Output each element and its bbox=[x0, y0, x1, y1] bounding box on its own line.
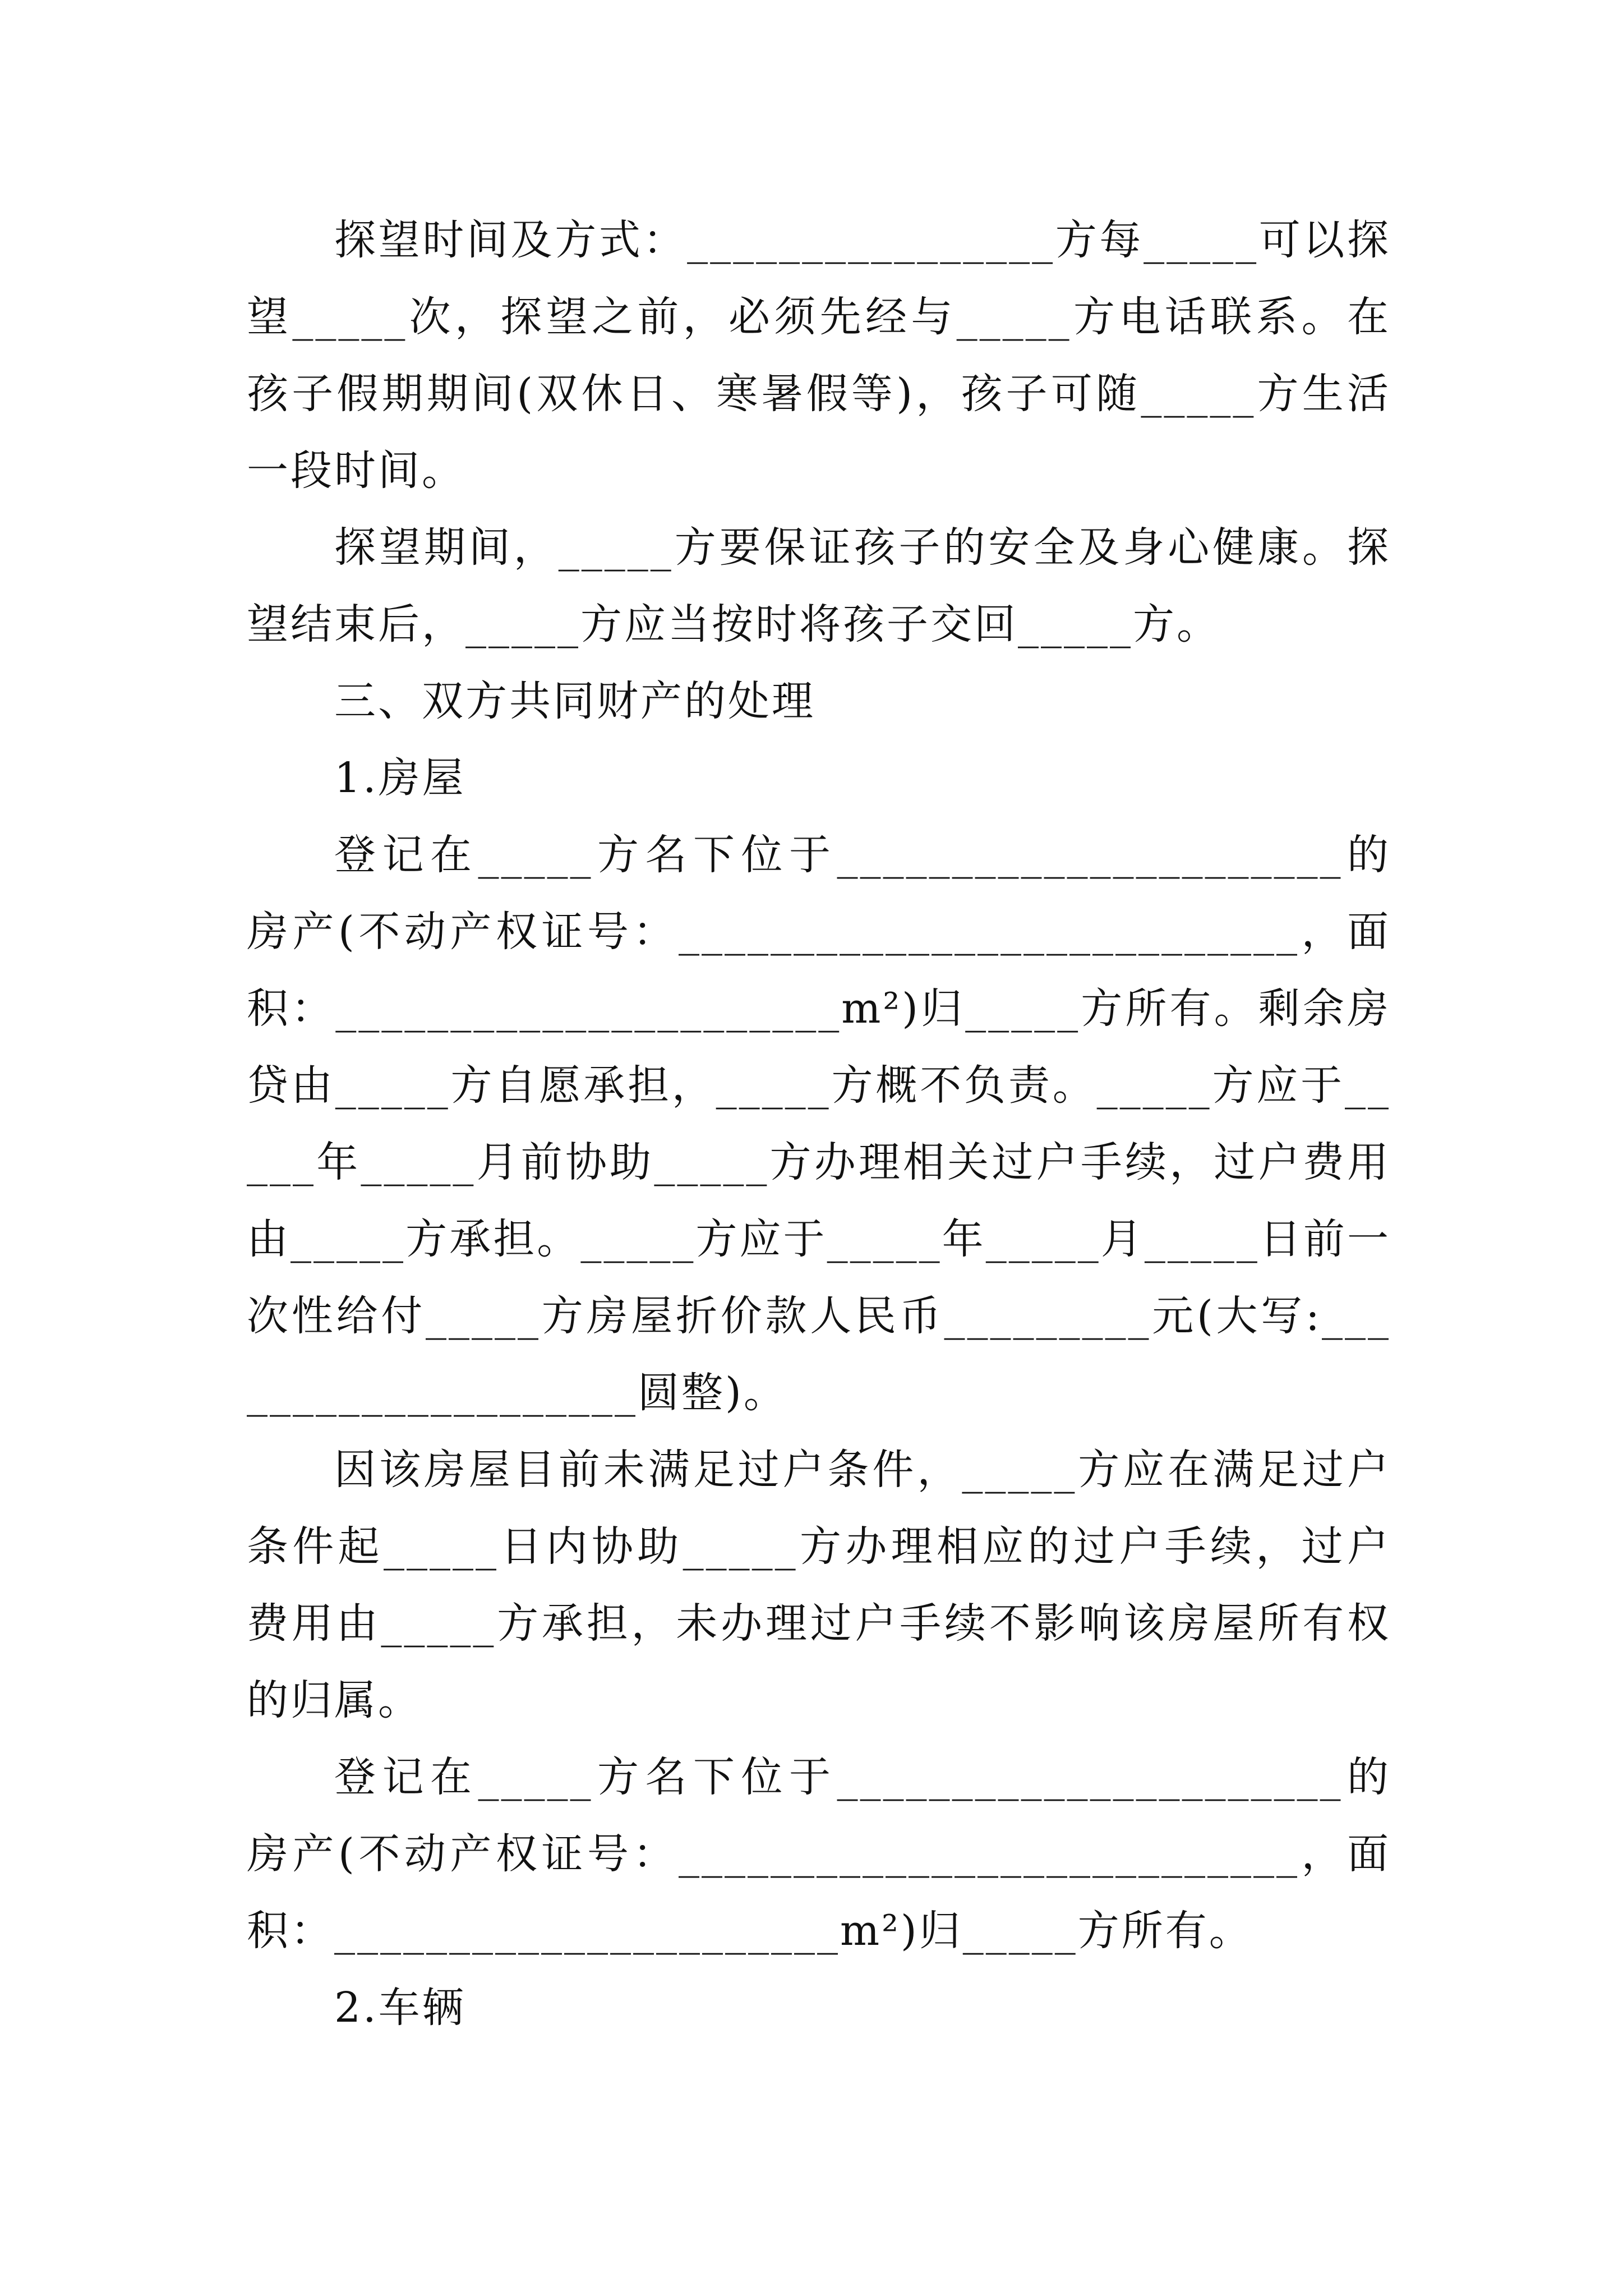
visitation-safety-paragraph: 探望期间，_____方要保证孩子的安全及身心健康。探望结束后，_____方应当按时将孩子交回_____方。 bbox=[247, 523, 1391, 648]
subsection-heading-house: 1.房屋 bbox=[334, 754, 466, 802]
visitation-time-paragraph: 探望时间及方式：________________方每_____可以探望_____次，探望之前，必须先经与_____方电话联系。在孩子假期期间(双休日、寒暑假等)，孩子可随_____方生活一段时间。 bbox=[247, 216, 1391, 495]
second-house-registration-paragraph: 登记在_____方名下位于______________________的房产(不动产权证号：___________________________，面积：______________________m²)归_____方所有。 bbox=[247, 1753, 1391, 1955]
subsection-heading-vehicle: 2.车辆 bbox=[334, 1984, 466, 2032]
section-heading-joint-property: 三、双方共同财产的处理 bbox=[334, 677, 815, 725]
house-registration-paragraph: 登记在_____方名下位于______________________的房产(不动产权证号：___________________________，面积：______________________m²)归_____方所有。剩余房贷由_____方自愿承担，_____方概不负责。_____方应于_____年_____月前协助_____方办理相关过户手续，过户费用由_____方承担。_____方应于_____年_____月_____日前一次性给付_____方房屋折价款人民币_________元(大写:____________________圆整)。 bbox=[247, 831, 1391, 1417]
house-transfer-condition-paragraph: 因该房屋目前未满足过户条件，_____方应在满足过户条件起_____日内协助_____方办理相应的过户手续，过户费用由_____方承担，未办理过户手续不影响该房屋所有权的归属。 bbox=[247, 1446, 1391, 1724]
document-body bbox=[247, 202, 1391, 2046]
